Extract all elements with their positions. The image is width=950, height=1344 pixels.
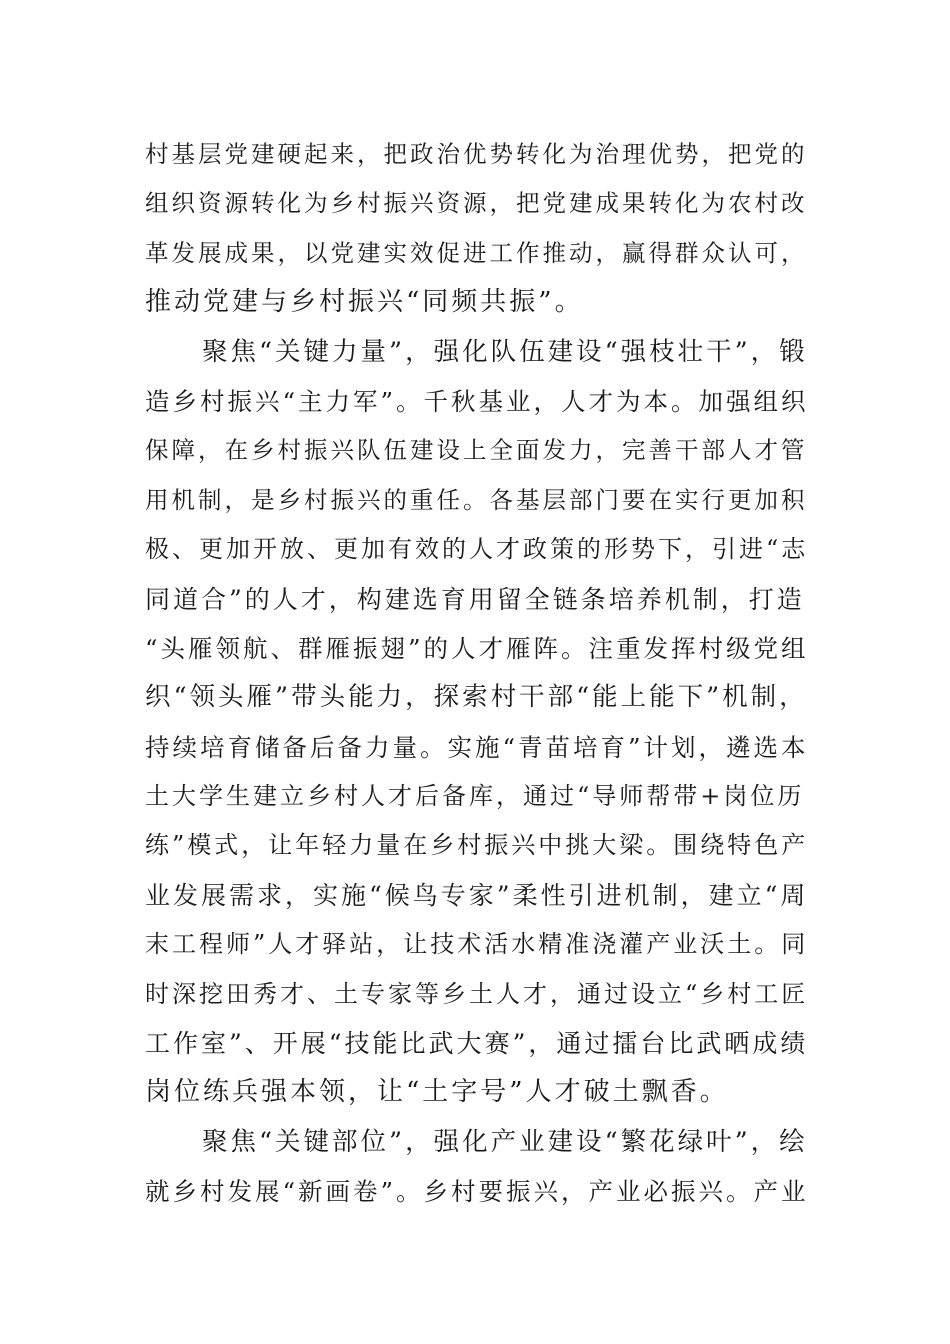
text-line: 保障，在乡村振兴队伍建设上全面发力，完善干部人才管 bbox=[145, 436, 808, 465]
text-line: 革发展成果，以党建实效促进工作推动，赢得群众认可， bbox=[145, 238, 808, 267]
text-line: 岗位练兵强本领，让“土字号”人才破土飘香。 bbox=[145, 1077, 729, 1108]
text-line: “头雁领航、群雁振翅”的人才雁阵。注重发挥村级党组 bbox=[145, 633, 809, 663]
text-line: 练”模式，让年轻力量在乡村振兴中挑大梁。围绕特色产 bbox=[145, 831, 809, 860]
text-line: 村基层党建硬起来，把政治优势转化为治理优势，把党的 bbox=[145, 140, 808, 168]
text-line: 同道合”的人才，构建选育用留全链条培养机制，打造 bbox=[145, 584, 805, 614]
paragraph-first-line: 聚焦“关键力量”，强化队伍建设“强枝壮干”，锻 bbox=[202, 336, 808, 367]
text-line: 组织资源转化为乡村振兴资源，把党建成果转化为农村改 bbox=[145, 189, 808, 218]
text-line: 就乡村发展“新画卷”。乡村要振兴，产业必振兴。产业 bbox=[145, 1177, 809, 1207]
text-line: 持续培育储备后备力量。实施“青苗培育”计划，遴选本 bbox=[145, 732, 809, 762]
text-line: 工作室”、开展“技能比武大赛”，通过擂台比武晒成绩 bbox=[145, 1029, 809, 1059]
text-line: 业发展需求，实施“候鸟专家”柔性引进机制，建立“周 bbox=[145, 880, 809, 910]
paragraph-first-line: 聚焦“关键部位”，强化产业建设“繁花绿叶”，绘 bbox=[202, 1126, 808, 1157]
text-line: 造乡村振兴“主力军”。千秋基业，人才为本。加强组织 bbox=[145, 386, 809, 416]
text-line: 织“领头雁”带头能力，探索村干部“能上能下”机制， bbox=[145, 682, 808, 713]
text-line: 推动党建与乡村振兴“同频共振”。 bbox=[145, 287, 584, 318]
text-line: 末工程师”人才驿站，让技术活水精准浇灌产业沃土。同 bbox=[145, 930, 809, 959]
body-text bbox=[145, 130, 810, 1217]
text-line: 时深挖田秀才、土专家等乡土人才，通过设立“乡村工匠 bbox=[145, 979, 809, 1008]
text-line: 土大学生建立乡村人才后备库，通过“导师帮带+岗位历 bbox=[145, 782, 805, 811]
text-line: 极、更加开放、更加有效的人才政策的形势下，引进“志 bbox=[145, 535, 809, 564]
text-line: 用机制，是乡村振兴的重任。各基层部门要在实行更加积 bbox=[145, 485, 808, 514]
